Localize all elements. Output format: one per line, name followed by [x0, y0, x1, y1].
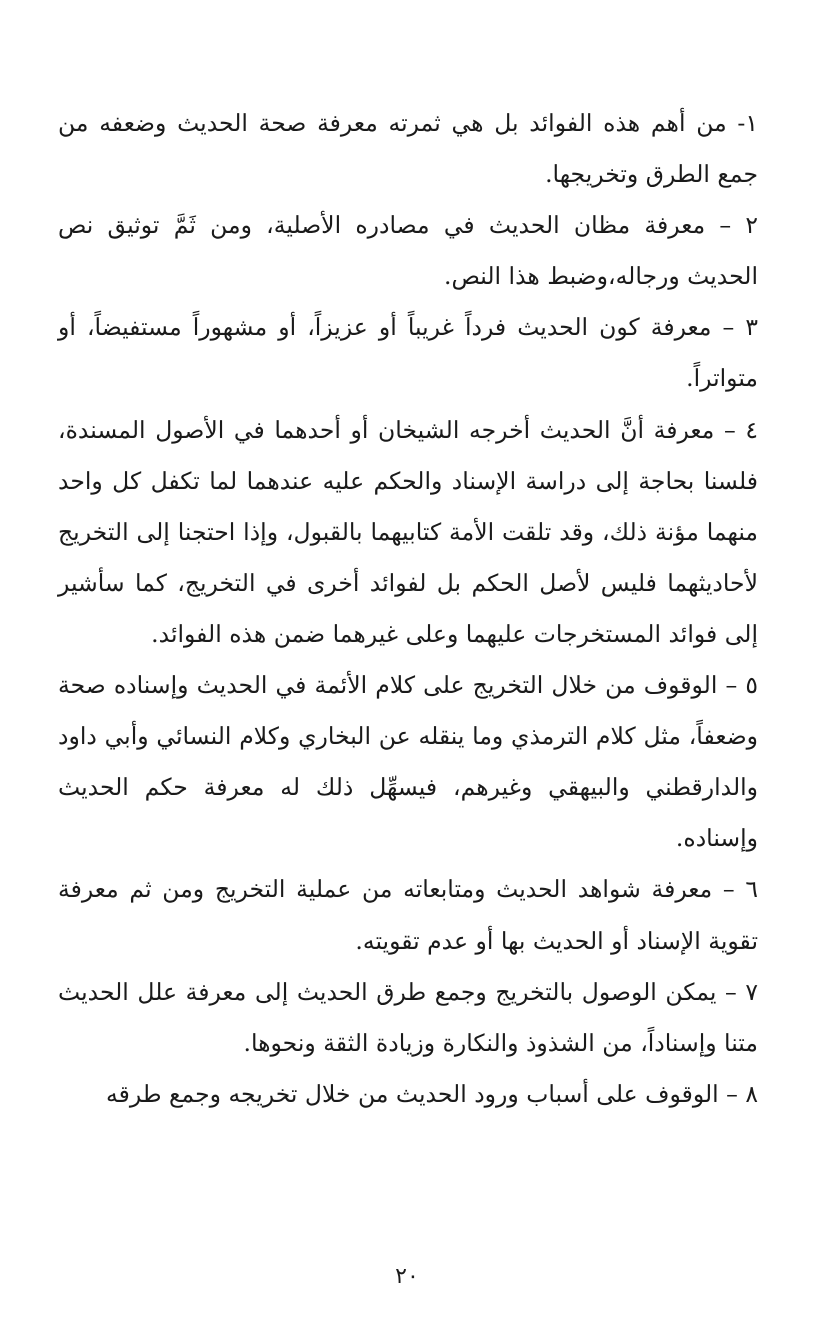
paragraph-benefit-5: ٥ – الوقوف من خلال التخريج على كلام الأئمة في الحديث وإسناده صحة وضعفاً، مثل كلام الترمذي وما ينقله عن البخاري وكلام النسائي وأبي داود والدارقطني والبيهقي وغيرهم، فيسهِّل ذلك له معرفة حكم الحديث وإسناده.	[58, 671, 758, 853]
paragraph-benefit-8: ٨ – الوقوف على أسباب ورود الحديث من خلال تخريجه وجمع طرقه	[106, 1079, 758, 1108]
paragraph-benefit-4: ٤ – معرفة أنَّ الحديث أخرجه الشيخان أو أحدهما في الأصول المسندة، فلسنا بحاجة إلى دراسة الإسناد والحكم عليه عندهما لما تكفل كل واحد منهما مؤنة ذلك، وقد تلقت الأمة كتابيهما بالقبول، وإذا احتجنا إلى التخريج لأحاديثهما فليس لأصل الحكم بل لفوائد أخرى في التخريج، كما سأشير إلى فوائد المستخرجات عليهما وعلى غيرهما ضمن هذه الفوائد.	[58, 415, 758, 648]
paragraph-benefit-3: ٣ – معرفة كون الحديث فرداً غريباً أو عزيزاً، أو مشهوراً مستفيضاً، أو متواتراً.	[58, 313, 758, 393]
paragraph-benefit-1: ١- من أهم هذه الفوائد بل هي ثمرته معرفة صحة الحديث وضعفه من جمع الطرق وتخريجها.	[58, 109, 758, 189]
page-number: ٢٠	[395, 1264, 419, 1289]
body-text	[58, 98, 758, 1120]
paragraph-benefit-2: ٢ – معرفة مظان الحديث في مصادره الأصلية، ومن ثَمَّ توثيق نص الحديث ورجاله،وضبط هذا النص.	[58, 211, 758, 291]
paragraph-benefit-7: ٧ – يمكن الوصول بالتخريج وجمع طرق الحديث إلى معرفة علل الحديث متنا وإسناداً، من الشذوذ والنكارة وزيادة الثقة ونحوها.	[58, 977, 758, 1057]
paragraph-benefit-6: ٦ – معرفة شواهد الحديث ومتابعاته من عملية التخريج ومن ثم معرفة تقوية الإسناد أو الحديث بها أو عدم تقويته.	[58, 875, 758, 955]
